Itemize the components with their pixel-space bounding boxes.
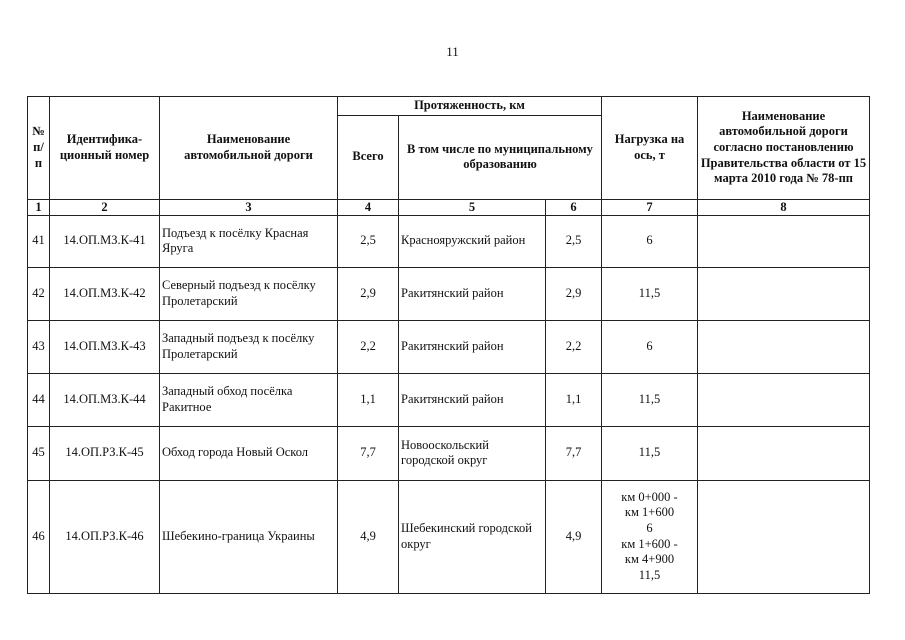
header-road-name: Наименование автомобильной дороги — [160, 97, 338, 200]
row-identifier: 14.ОП.МЗ.К-42 — [50, 267, 160, 320]
row-municipality: Новооскольский городской округ — [399, 426, 546, 480]
column-number: 7 — [602, 199, 698, 215]
row-number: 41 — [28, 215, 50, 267]
row-identifier: 14.ОП.РЗ.К-46 — [50, 480, 160, 593]
header-identifier: Идентифика-ционный номер — [50, 97, 160, 200]
row-total-length: 7,7 — [338, 426, 399, 480]
row-axle-load: 11,5 — [602, 426, 698, 480]
row-total-length: 2,2 — [338, 320, 399, 373]
row-axle-load — [602, 480, 698, 593]
row-number: 43 — [28, 320, 50, 373]
row-total-length: 4,9 — [338, 480, 399, 593]
table-row — [28, 480, 870, 593]
row-decree-name — [698, 215, 870, 267]
load-value: 11,5 — [638, 567, 661, 582]
column-number-row — [28, 199, 870, 215]
table-row — [28, 320, 870, 373]
row-municipal-length: 4,9 — [546, 480, 602, 593]
row-number: 46 — [28, 480, 50, 593]
column-number: 2 — [50, 199, 160, 215]
row-identifier: 14.ОП.МЗ.К-43 — [50, 320, 160, 373]
row-axle-load: 6 — [602, 215, 698, 267]
row-decree-name — [698, 267, 870, 320]
row-municipal-length: 2,5 — [546, 215, 602, 267]
table-row — [28, 215, 870, 267]
row-road-name: Шебекино-граница Украины — [160, 480, 338, 593]
load-segment-start: км 1+600 - — [621, 536, 678, 551]
row-number: 45 — [28, 426, 50, 480]
column-number: 8 — [698, 199, 870, 215]
header-total: Всего — [338, 115, 399, 199]
row-axle-load: 6 — [602, 320, 698, 373]
column-number: 4 — [338, 199, 399, 215]
row-road-name: Обход города Новый Оскол — [160, 426, 338, 480]
column-number: 6 — [546, 199, 602, 215]
row-total-length: 1,1 — [338, 373, 399, 426]
page-number: 11 — [446, 44, 459, 59]
load-segment-start: км 0+000 - — [621, 489, 678, 504]
table-row — [28, 426, 870, 480]
row-number: 42 — [28, 267, 50, 320]
header-axle-load: Нагрузка на ось, т — [602, 97, 698, 200]
row-road-name: Северный подъезд к посёлку Пролетарский — [160, 267, 338, 320]
load-segment-end: км 1+600 — [624, 505, 675, 520]
row-municipal-length: 2,9 — [546, 267, 602, 320]
row-road-name: Западный обход посёлка Ракитное — [160, 373, 338, 426]
row-axle-load: 11,5 — [602, 267, 698, 320]
row-road-name: Западный подъезд к посёлку Пролетарский — [160, 320, 338, 373]
column-number: 3 — [160, 199, 338, 215]
row-municipality: Ракитянский район — [399, 320, 546, 373]
row-identifier: 14.ОП.РЗ.К-45 — [50, 426, 160, 480]
row-road-name: Подъезд к посёлку Красная Яруга — [160, 215, 338, 267]
row-identifier: 14.ОП.МЗ.К-41 — [50, 215, 160, 267]
row-number: 44 — [28, 373, 50, 426]
column-number: 5 — [399, 199, 546, 215]
header-decree-name: Наименование автомобильной дороги согласно постановлению Правительства области от 15 марта 2010 года № 78-пп — [698, 97, 870, 200]
row-municipal-length: 1,1 — [546, 373, 602, 426]
row-municipality: Краснояружский район — [399, 215, 546, 267]
row-municipal-length: 7,7 — [546, 426, 602, 480]
table-row — [28, 267, 870, 320]
row-municipality: Ракитянский район — [399, 373, 546, 426]
row-decree-name — [698, 480, 870, 593]
row-decree-name — [698, 426, 870, 480]
row-municipality: Ракитянский район — [399, 267, 546, 320]
load-segment-end: км 4+900 — [624, 552, 675, 567]
row-decree-name — [698, 373, 870, 426]
load-value: 6 — [646, 521, 653, 535]
header-number: № п/п — [28, 97, 50, 200]
row-decree-name — [698, 320, 870, 373]
row-municipal-length: 2,2 — [546, 320, 602, 373]
table-row — [28, 373, 870, 426]
roads-table — [27, 96, 870, 594]
row-identifier: 14.ОП.МЗ.К-44 — [50, 373, 160, 426]
header-municipal: В том числе по муниципальному образованию — [399, 115, 602, 199]
column-number: 1 — [28, 199, 50, 215]
row-axle-load: 11,5 — [602, 373, 698, 426]
row-municipality: Шебекинский городской округ — [399, 480, 546, 593]
row-total-length: 2,5 — [338, 215, 399, 267]
row-total-length: 2,9 — [338, 267, 399, 320]
header-length-group: Протяженность, км — [338, 97, 602, 116]
